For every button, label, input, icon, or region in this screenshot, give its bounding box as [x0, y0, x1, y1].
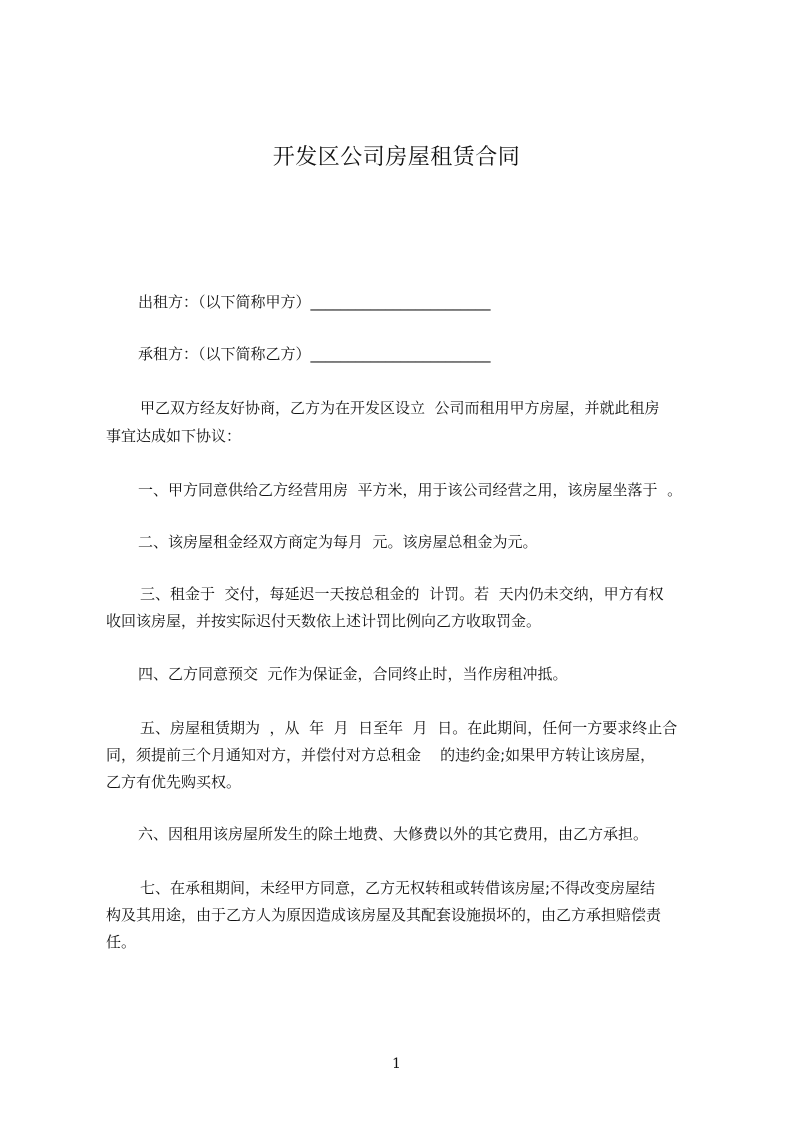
clause-7-line-3: 任。 — [106, 933, 137, 951]
clause-5-line-2: 同，须提前三个月通知对方，并偿付对方总租金 的违约金;如果甲方转让该房屋， — [106, 746, 656, 764]
clause-2: 二、该房屋租金经双方商定为每月 元。该房屋总租金为元。 — [138, 533, 538, 551]
lessee-line: 承租方：（以下简称乙方）________________________ — [138, 345, 491, 363]
clause-7-line-1: 七、在承租期间，未经甲方同意，乙方无权转租或转借该房屋;不得改变房屋结 — [140, 879, 656, 897]
clause-3-line-2: 收回该房屋，并按实际迟付天数依上述计罚比例向乙方收取罚金。 — [106, 612, 542, 630]
clause-7-line-2: 构及其用途，由于乙方人为原因造成该房屋及其配套设施损坏的，由乙方承担赔偿责 — [106, 906, 662, 924]
clause-5-line-3: 乙方有优先购买权。 — [106, 773, 242, 791]
clause-4: 四、乙方同意预交 元作为保证金，合同终止时，当作房租冲抵。 — [138, 665, 568, 683]
clause-6: 六、因租用该房屋所发生的除土地费、大修费以外的其它费用，由乙方承担。 — [138, 825, 649, 843]
preamble-line-2: 事宜达成如下协议： — [106, 427, 242, 445]
lessor-line: 出租方：（以下简称甲方）________________________ — [138, 293, 491, 311]
clause-3-line-1: 三、租金于 交付，每延迟一天按总租金的 计罚。若 天内仍未交纳，甲方有权 — [140, 585, 664, 603]
clause-1: 一、甲方同意供给乙方经营用房 平方米，用于该公司经营之用，该房屋坐落于 。 — [138, 481, 683, 499]
document-title: 开发区公司房屋租赁合同 — [272, 145, 521, 170]
page-number: 1 — [392, 1056, 401, 1072]
clause-5-line-1: 五、房屋租赁期为 ，从 年 月 日至年 月 日。在此期间，任何一方要求终止合 — [140, 719, 678, 737]
preamble-line-1: 甲乙双方经友好协商，乙方为在开发区设立 公司而租用甲方房屋，并就此租房 — [140, 399, 660, 417]
